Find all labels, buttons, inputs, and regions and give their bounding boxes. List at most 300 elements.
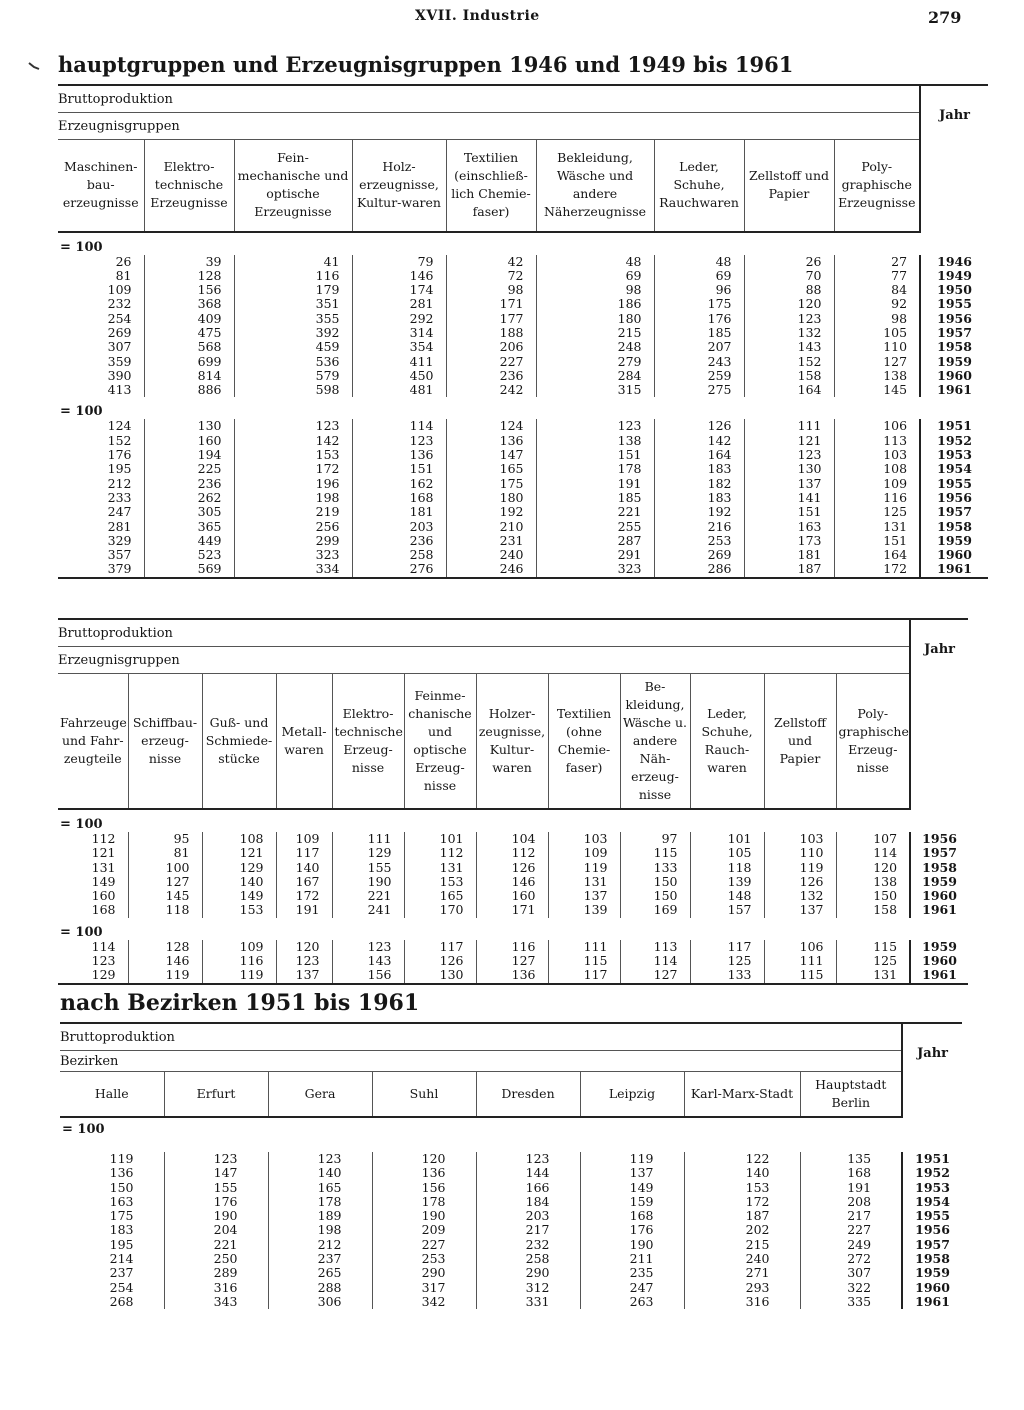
table-cell: 103	[764, 832, 836, 846]
column-header: Holz-erzeugnisse, Kultur-waren	[352, 140, 446, 232]
table-cell: 128	[144, 269, 234, 283]
table-cell: 152	[58, 434, 144, 448]
table-cell: 269	[58, 326, 144, 340]
table-cell: 123	[268, 1152, 372, 1166]
table-cell: 289	[164, 1266, 268, 1280]
table-cell: 242	[446, 383, 536, 397]
table-cell: 120	[873, 859, 898, 875]
table-cell: 117	[690, 940, 764, 954]
table-cell: 167	[276, 875, 332, 889]
column-header: Dresden	[476, 1072, 580, 1118]
table-cell: 195	[58, 462, 144, 476]
table-cell: 305	[144, 505, 234, 519]
table-cell: 299	[234, 534, 352, 548]
table-cell: 153	[202, 903, 276, 917]
table-cell: 114	[620, 954, 690, 968]
table-cell: 215	[536, 326, 654, 340]
table-row	[58, 477, 988, 491]
table-cell: 392	[234, 326, 352, 340]
table-cell: 48	[654, 255, 744, 269]
table-cell: 144	[476, 1166, 580, 1180]
table-cell: 137	[764, 903, 836, 917]
table-row	[58, 562, 988, 577]
table-cell: 149	[580, 1181, 684, 1195]
table-row	[58, 968, 968, 983]
table-cell: 231	[446, 534, 536, 548]
table-cell: 281	[58, 520, 144, 534]
table-cell: 265	[268, 1266, 372, 1280]
table-cell: 124	[446, 419, 536, 433]
table-cell: 523	[144, 548, 234, 562]
table-cell: 130	[404, 968, 476, 983]
year-column-header-2: Jahr	[910, 619, 968, 809]
table-cell: 130	[744, 462, 834, 476]
table-cell: 409	[144, 312, 234, 326]
table-cell: 158	[744, 369, 834, 383]
table-cell: 136	[60, 1166, 164, 1180]
table-cell: 357	[58, 548, 144, 562]
table-cell: 145	[128, 889, 202, 903]
year-cell: 1950	[920, 283, 988, 297]
year-cell: 1956	[920, 491, 988, 505]
table-cell: 155	[332, 861, 404, 875]
table-cell: 139	[690, 875, 764, 889]
table-cell: 39	[144, 255, 234, 269]
table-cell: 188	[446, 326, 536, 340]
table-cell: 151	[352, 462, 446, 476]
table-cell: 131	[883, 518, 908, 534]
table-row	[58, 369, 988, 383]
table-cell: 143	[744, 340, 834, 354]
table-cell: 166	[476, 1181, 580, 1195]
table-cell: 126	[404, 954, 476, 968]
table-cell: 130	[144, 419, 234, 433]
year-cell: 1956	[902, 1223, 962, 1237]
table-cell: 256	[234, 520, 352, 534]
table-cell: 269	[654, 548, 744, 562]
table-cell: 153	[684, 1181, 800, 1195]
table-cell: 568	[144, 340, 234, 354]
column-header: Holzer-zeugnisse, Kultur-waren	[476, 674, 548, 810]
table-cell: 187	[744, 562, 834, 577]
table-cell: 225	[144, 462, 234, 476]
table-cell: 132	[764, 889, 836, 903]
table-cell: 227	[372, 1238, 476, 1252]
table-cell: 249	[847, 1236, 872, 1252]
table-row	[58, 505, 988, 519]
column-header: Leder, Schuhe, Rauchwaren	[654, 140, 744, 232]
table-cell: 288	[268, 1281, 372, 1295]
table-row	[60, 1266, 962, 1280]
table-cell: 163	[60, 1195, 164, 1209]
table-cell: 316	[684, 1295, 800, 1309]
table-cell: 202	[684, 1223, 800, 1237]
table-cell: 175	[60, 1209, 164, 1223]
table-cell: 171	[446, 297, 536, 311]
table-cell: 354	[352, 340, 446, 354]
table-cell: 96	[654, 283, 744, 297]
table-cell: 110	[764, 846, 836, 860]
table-cell: 170	[404, 903, 476, 917]
table-cell: 116	[202, 954, 276, 968]
table-cell: 123	[332, 940, 404, 954]
year-cell: 1957	[910, 846, 968, 860]
column-header: Fahrzeuge und Fahr-zeugteile	[58, 674, 128, 810]
table-cell: 169	[620, 903, 690, 917]
table-cell: 153	[404, 875, 476, 889]
table-cell: 120	[276, 940, 332, 954]
year-cell: 1957	[920, 326, 988, 340]
table-cell: 98	[536, 283, 654, 297]
table-cell: 114	[58, 940, 128, 954]
table-cell: 204	[164, 1223, 268, 1237]
label-bruttoproduktion: Bruttoproduktion	[58, 85, 920, 113]
table-cell: 886	[144, 383, 234, 397]
table-cell: 127	[620, 968, 690, 983]
table-cell: 237	[60, 1266, 164, 1280]
table-cell: 123	[744, 312, 834, 326]
table-cell: 117	[276, 846, 332, 860]
table-cell: 221	[332, 889, 404, 903]
column-header: Feinme-chanische und optische Erzeug-nisse	[404, 674, 476, 810]
table-cell: 127	[128, 875, 202, 889]
table-cell: 27	[891, 253, 908, 269]
table-cell: 168	[580, 1209, 684, 1223]
table-cell: 180	[536, 312, 654, 326]
table-cell: 156	[332, 968, 404, 983]
table-cell: 236	[352, 534, 446, 548]
year-cell: 1955	[920, 297, 988, 311]
table-cell: 162	[352, 477, 446, 491]
table-cell: 246	[446, 562, 536, 577]
year-cell: 1952	[902, 1166, 962, 1180]
table-row	[60, 1281, 962, 1295]
table-cell: 450	[352, 369, 446, 383]
table-cell: 77	[891, 267, 908, 283]
table-cell: 262	[144, 491, 234, 505]
table-cell: 164	[744, 383, 834, 397]
table-cell: 290	[476, 1266, 580, 1280]
year-cell: 1961	[902, 1295, 962, 1309]
table-cell: 119	[580, 1152, 684, 1166]
table-cell: 254	[58, 312, 144, 326]
table-cell: 128	[128, 940, 202, 954]
table-cell: 192	[446, 505, 536, 519]
table-cell: 413	[58, 383, 144, 397]
table-cell: 111	[332, 832, 404, 846]
table-cell: 140	[202, 875, 276, 889]
table-row	[60, 1223, 962, 1237]
column-header: Textilien (ohne Chemie-faser)	[548, 674, 620, 810]
table-cell: 221	[536, 505, 654, 519]
table-cell: 175	[654, 297, 744, 311]
column-header: Schiffbau-erzeug-nisse	[128, 674, 202, 810]
table-cell: 237	[268, 1252, 372, 1266]
table-row	[58, 491, 988, 505]
table-cell: 183	[654, 462, 744, 476]
table-row	[58, 312, 988, 326]
table-cell: 379	[58, 562, 144, 577]
table-cell: 286	[654, 562, 744, 577]
table-cell: 165	[404, 889, 476, 903]
base-label: = 100	[60, 924, 103, 940]
table-cell: 124	[58, 419, 144, 433]
table-cell: 172	[276, 889, 332, 903]
table-cell: 121	[58, 846, 128, 860]
table-cell: 95	[128, 832, 202, 846]
table-cell: 190	[164, 1209, 268, 1223]
year-cell: 1960	[920, 369, 988, 383]
column-header: Halle	[60, 1072, 164, 1118]
table-cell: 137	[276, 968, 332, 983]
table-cell: 138	[873, 873, 898, 889]
table-cell: 182	[654, 477, 744, 491]
table-cell: 118	[690, 861, 764, 875]
table-cell: 150	[620, 875, 690, 889]
table-cell: 127	[883, 353, 908, 369]
year-cell: 1955	[920, 477, 988, 491]
table-cell: 104	[476, 832, 548, 846]
table-cell: 110	[883, 339, 908, 355]
table-cell: 105	[883, 324, 908, 340]
table-cell: 101	[690, 832, 764, 846]
table-cell: 217	[476, 1223, 580, 1237]
table-cell: 138	[883, 367, 908, 383]
table-cell: 163	[744, 520, 834, 534]
table-cell: 136	[372, 1166, 476, 1180]
year-cell: 1957	[902, 1238, 962, 1252]
table-cell: 70	[744, 269, 834, 283]
table-cell: 579	[234, 369, 352, 383]
table-cell: 84	[891, 282, 908, 298]
table-row	[60, 1152, 962, 1166]
table-cell: 164	[883, 547, 908, 563]
table-row	[58, 326, 988, 340]
table-cell: 81	[128, 846, 202, 860]
year-cell: 1949	[920, 269, 988, 283]
table-cell: 116	[883, 489, 908, 505]
label-erzeugnisgruppen: Erzeugnisgruppen	[58, 113, 920, 140]
table-erzeugnisgruppen-2	[58, 618, 968, 985]
page-number: 279	[928, 8, 962, 27]
base-label: = 100	[60, 404, 103, 420]
table-cell: 212	[268, 1238, 372, 1252]
table-cell: 156	[372, 1181, 476, 1195]
table-cell: 88	[744, 283, 834, 297]
table-cell: 196	[234, 477, 352, 491]
table-cell: 41	[234, 255, 352, 269]
column-header: Be-kleidung, Wäsche u. andere Näh-erzeug-nisse	[620, 674, 690, 810]
table-cell: 312	[476, 1281, 580, 1295]
table-row	[58, 283, 988, 297]
table-cell: 292	[352, 312, 446, 326]
table-cell: 120	[372, 1152, 476, 1166]
table-cell: 108	[883, 461, 908, 477]
table-cell: 126	[476, 861, 548, 875]
table-cell: 191	[536, 477, 654, 491]
table-row	[58, 954, 968, 968]
table-cell: 536	[234, 355, 352, 369]
column-header: Leder, Schuhe, Rauch-waren	[690, 674, 764, 810]
column-header: Zellstoff und Papier	[764, 674, 836, 810]
table-cell: 191	[276, 903, 332, 917]
year-cell: 1951	[920, 419, 988, 433]
table-cell: 122	[684, 1152, 800, 1166]
year-cell: 1951	[902, 1152, 962, 1166]
table-cell: 390	[58, 369, 144, 383]
table-cell: 236	[144, 477, 234, 491]
table-cell: 250	[164, 1252, 268, 1266]
table-cell: 98	[891, 310, 908, 326]
table-row	[60, 1295, 962, 1309]
table-cell: 42	[446, 255, 536, 269]
table-cell: 137	[548, 889, 620, 903]
table-cell: 97	[620, 832, 690, 846]
table-cell: 284	[536, 369, 654, 383]
table-cell: 121	[744, 434, 834, 448]
base-label: = 100	[60, 817, 103, 832]
table-cell: 253	[654, 534, 744, 548]
table-cell: 105	[690, 846, 764, 860]
table-cell: 259	[654, 369, 744, 383]
label-bezirken: Bezirken	[60, 1051, 902, 1072]
label-erzeugnisgruppen-2: Erzeugnisgruppen	[58, 647, 910, 674]
column-header: Guß- und Schmiede-stücke	[202, 674, 276, 810]
table-cell: 195	[60, 1238, 164, 1252]
table-cell: 149	[58, 875, 128, 889]
table-cell: 323	[234, 548, 352, 562]
year-cell: 1960	[902, 1281, 962, 1295]
table-cell: 109	[548, 846, 620, 860]
table-cell: 120	[744, 297, 834, 311]
base-row	[58, 918, 968, 940]
table-cell: 98	[446, 283, 536, 297]
table-cell: 146	[352, 269, 446, 283]
table-cell: 155	[164, 1181, 268, 1195]
table-cell: 112	[476, 846, 548, 860]
table-cell: 177	[446, 312, 536, 326]
year-cell: 1961	[920, 562, 988, 577]
table-bezirke	[60, 1022, 962, 1309]
year-cell: 1953	[920, 448, 988, 462]
table-cell: 92	[891, 296, 908, 312]
table-cell: 123	[276, 954, 332, 968]
table-row	[58, 903, 968, 917]
table-cell: 119	[764, 861, 836, 875]
table-cell: 335	[847, 1293, 872, 1309]
table-cell: 191	[847, 1179, 872, 1195]
table-cell: 322	[847, 1279, 872, 1295]
table-cell: 216	[654, 520, 744, 534]
table-cell: 187	[684, 1209, 800, 1223]
table-row	[58, 889, 968, 903]
column-header: Poly-graphische Erzeug-nisse	[836, 674, 910, 810]
table-row	[58, 383, 988, 397]
year-cell: 1959	[920, 355, 988, 369]
table-cell: 111	[764, 954, 836, 968]
table-cell: 240	[446, 548, 536, 562]
table-cell: 290	[372, 1266, 476, 1280]
table-cell: 186	[536, 297, 654, 311]
table-cell: 136	[476, 968, 548, 983]
section-title-1: hauptgruppen und Erzeugnisgruppen 1946 und 1949 bis 1961	[58, 52, 794, 77]
table-cell: 232	[476, 1238, 580, 1252]
table-row	[58, 548, 988, 562]
table-cell: 359	[58, 355, 144, 369]
year-cell: 1954	[902, 1195, 962, 1209]
table-row	[58, 520, 988, 534]
table-cell: 153	[234, 448, 352, 462]
column-header: Hauptstadt Berlin	[800, 1072, 902, 1118]
table-cell: 176	[580, 1223, 684, 1237]
table-cell: 131	[836, 968, 910, 983]
table-cell: 176	[58, 448, 144, 462]
table-cell: 131	[58, 861, 128, 875]
table-cell: 314	[352, 326, 446, 340]
table-cell: 207	[654, 340, 744, 354]
table-cell: 100	[128, 861, 202, 875]
chapter-title: XVII. Industrie	[415, 8, 540, 24]
table-cell: 598	[234, 383, 352, 397]
column-header: Fein-mechanische und optische Erzeugnisse	[234, 140, 352, 232]
table-cell: 142	[654, 434, 744, 448]
table-cell: 315	[536, 383, 654, 397]
table-row	[58, 861, 968, 875]
table-cell: 137	[580, 1166, 684, 1180]
table-cell: 699	[144, 355, 234, 369]
table-cell: 126	[654, 419, 744, 433]
table-cell: 481	[352, 383, 446, 397]
table-cell: 168	[352, 491, 446, 505]
table-cell: 165	[268, 1181, 372, 1195]
column-header: Metall-waren	[276, 674, 332, 810]
table-cell: 475	[144, 326, 234, 340]
year-cell: 1957	[920, 505, 988, 519]
table-cell: 210	[446, 520, 536, 534]
table-cell: 139	[548, 903, 620, 917]
table-row	[58, 448, 988, 462]
year-cell: 1959	[910, 940, 968, 954]
column-header: Textilien (einschließ-lich Chemie-faser)	[446, 140, 536, 232]
table-cell: 81	[58, 269, 144, 283]
table-cell: 203	[476, 1209, 580, 1223]
table-cell: 106	[883, 418, 908, 434]
table-cell: 109	[883, 475, 908, 491]
table-cell: 227	[446, 355, 536, 369]
table-cell: 158	[873, 902, 898, 918]
table-cell: 180	[446, 491, 536, 505]
running-header	[0, 8, 1024, 30]
table-cell: 179	[234, 283, 352, 297]
base-label: = 100	[62, 1122, 105, 1137]
table-cell: 150	[873, 888, 898, 904]
table-cell: 814	[144, 369, 234, 383]
table-cell: 111	[744, 419, 834, 433]
table-cell: 209	[372, 1223, 476, 1237]
year-cell: 1958	[902, 1252, 962, 1266]
table-cell: 178	[536, 462, 654, 476]
table-cell: 116	[234, 269, 352, 283]
table-cell: 112	[58, 832, 128, 846]
column-header: Maschinen-bau-erzeugnisse	[58, 140, 144, 232]
year-cell: 1960	[910, 889, 968, 903]
table-row	[58, 297, 988, 311]
table-cell: 115	[548, 954, 620, 968]
table-cell: 172	[834, 562, 920, 577]
table-cell: 203	[352, 520, 446, 534]
column-header: Erfurt	[164, 1072, 268, 1118]
table-cell: 140	[268, 1166, 372, 1180]
